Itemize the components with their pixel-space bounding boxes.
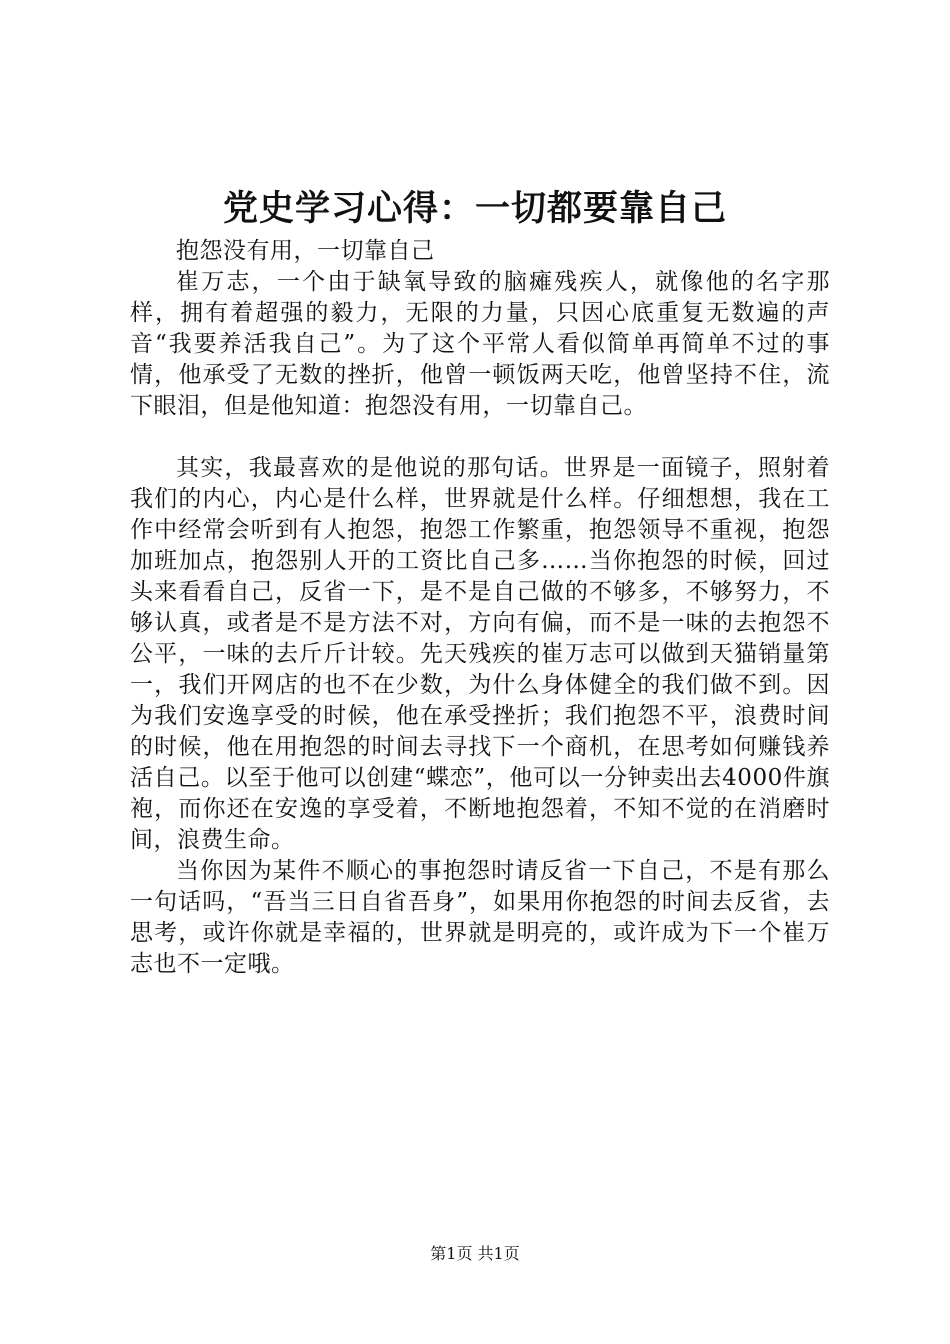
paragraph-conclusion: 当你因为某件不顺心的事抱怨时请反省一下自己，不是有那么一句话吗，“吾当三日自省吾身”，如果用你抱怨的时间去反省，去思考，或许你就是幸福的，世界就是明亮的，或许成为下一个崔万志也不一定哦。: [130, 858, 830, 977]
paragraph-subtitle: 抱怨没有用，一切靠自己: [176, 238, 435, 264]
page-footer: 第1页 共1页: [430, 1244, 520, 1263]
paragraph-reflection: 其实，我最喜欢的是他说的那句话。世界是一面镜子，照射着我们的内心，内心是什么样，世界就是什么样。仔细想想，我在工作中经常会听到有人抱怨，抱怨工作繁重，抱怨领导不重视，抱怨加班加点，抱怨别人开的工资比自己多……当你抱怨的时候，回过头来看看自己，反省一下，是不是自己做的不够多，不够努力，不够认真，或者是不是方法不对，方向有偏，而不是一味的去抱怨不公平，一味的去斤斤计较。先天残疾的崔万志可以做到天猫销量第一，我们开网店的也不在少数，为什么身体健全的我们做不到。因为我们安逸享受的时候，他在承受挫折；我们抱怨不平，浪费时间的时候，他在用抱怨的时间去寻找下一个商机，在思考如何赚钱养活自己。以至于他可以创建“蝶恋”，他可以一分钟卖出去4000件旗袍，而你还在安逸的享受着，不断地抱怨着，不知不觉的在消磨时间，浪费生命。: [130, 455, 830, 853]
paragraph-story: 崔万志，一个由于缺氧导致的脑瘫残疾人，就像他的名字那样，拥有着超强的毅力，无限的力量，只因心底重复无数遍的声音“我要养活我自己”。为了这个平常人看似简单再简单不过的事情，他承受了无数的挫折，他曾一顿饭两天吃，他曾坚持不住，流下眼泪，但是他知道：抱怨没有用，一切靠自己。: [130, 269, 830, 419]
document-title: 党史学习心得：一切都要靠自己: [222, 188, 727, 229]
document-body: [130, 236, 830, 980]
